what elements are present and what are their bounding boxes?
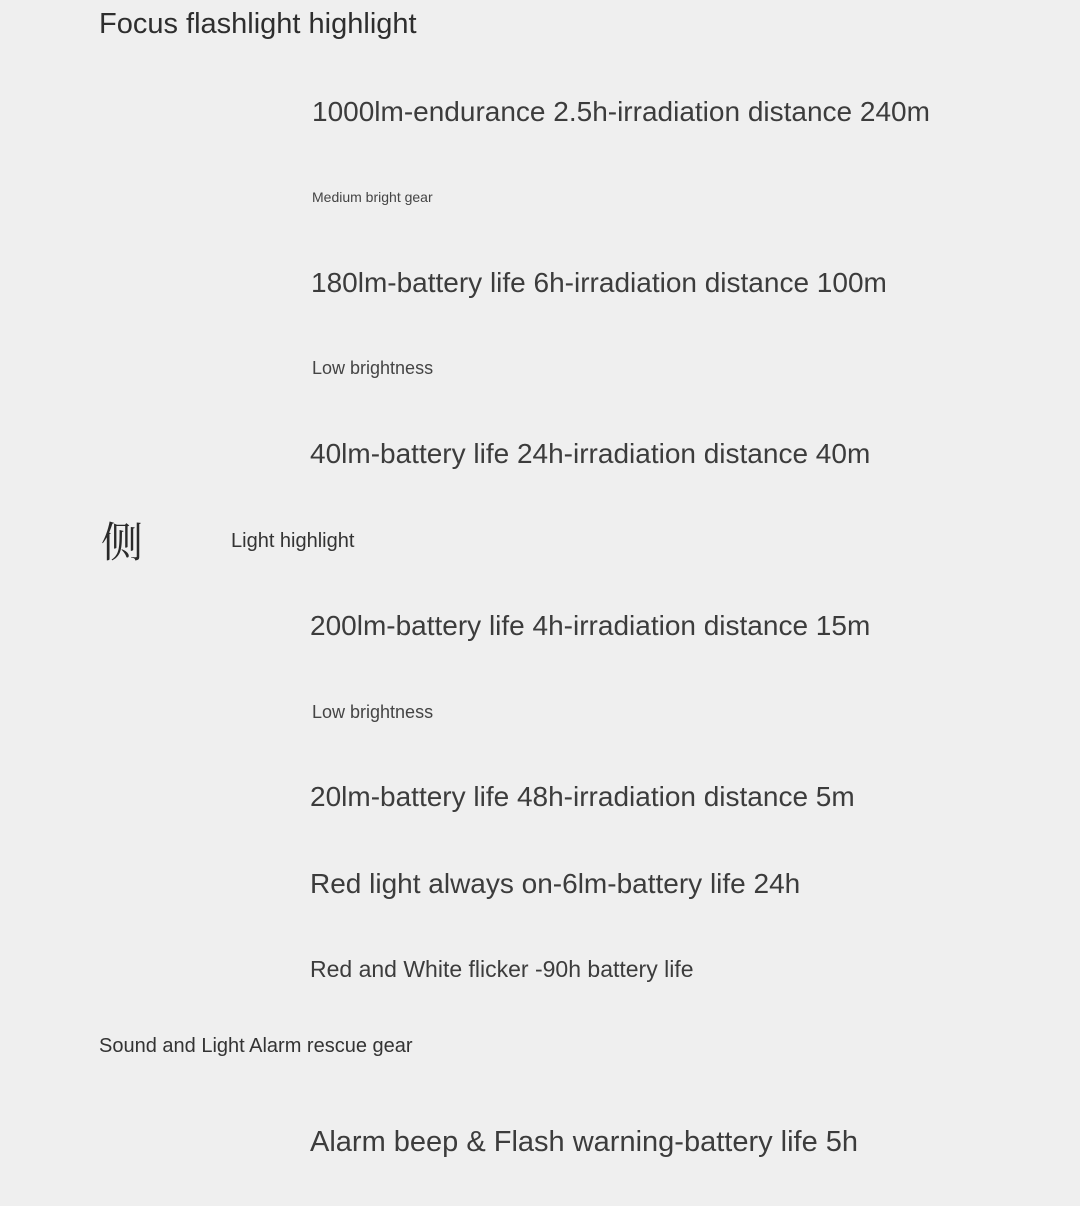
focus-high-spec: 1000lm-endurance 2.5h-irradiation distance 240m: [312, 96, 930, 127]
side-flicker-spec: Red and White flicker -90h battery life: [310, 956, 694, 982]
focus-low-spec: 40lm-battery life 24h-irradiation distance 40m: [310, 438, 871, 469]
focus-medium-spec: 180lm-battery life 6h-irradiation distance 100m: [311, 267, 887, 298]
alarm-section-title: Sound and Light Alarm rescue gear: [99, 1035, 413, 1057]
alarm-spec: Alarm beep & Flash warning-battery life 5h: [310, 1126, 859, 1158]
side-red-light-spec: Red light always on-6lm-battery life 24h: [310, 868, 801, 899]
focus-medium-label: Medium bright gear: [312, 189, 433, 205]
focus-low-label: Low brightness: [312, 358, 434, 378]
side-low-label: Low brightness: [312, 702, 434, 722]
side-section-title: Light highlight: [231, 530, 355, 552]
side-high-spec: 200lm-battery life 4h-irradiation distance 15m: [310, 610, 871, 641]
side-cjk-character: 侧: [101, 518, 144, 567]
side-low-spec: 20lm-battery life 48h-irradiation distance 5m: [310, 781, 855, 812]
focus-section-title: Focus flashlight highlight: [99, 8, 417, 40]
